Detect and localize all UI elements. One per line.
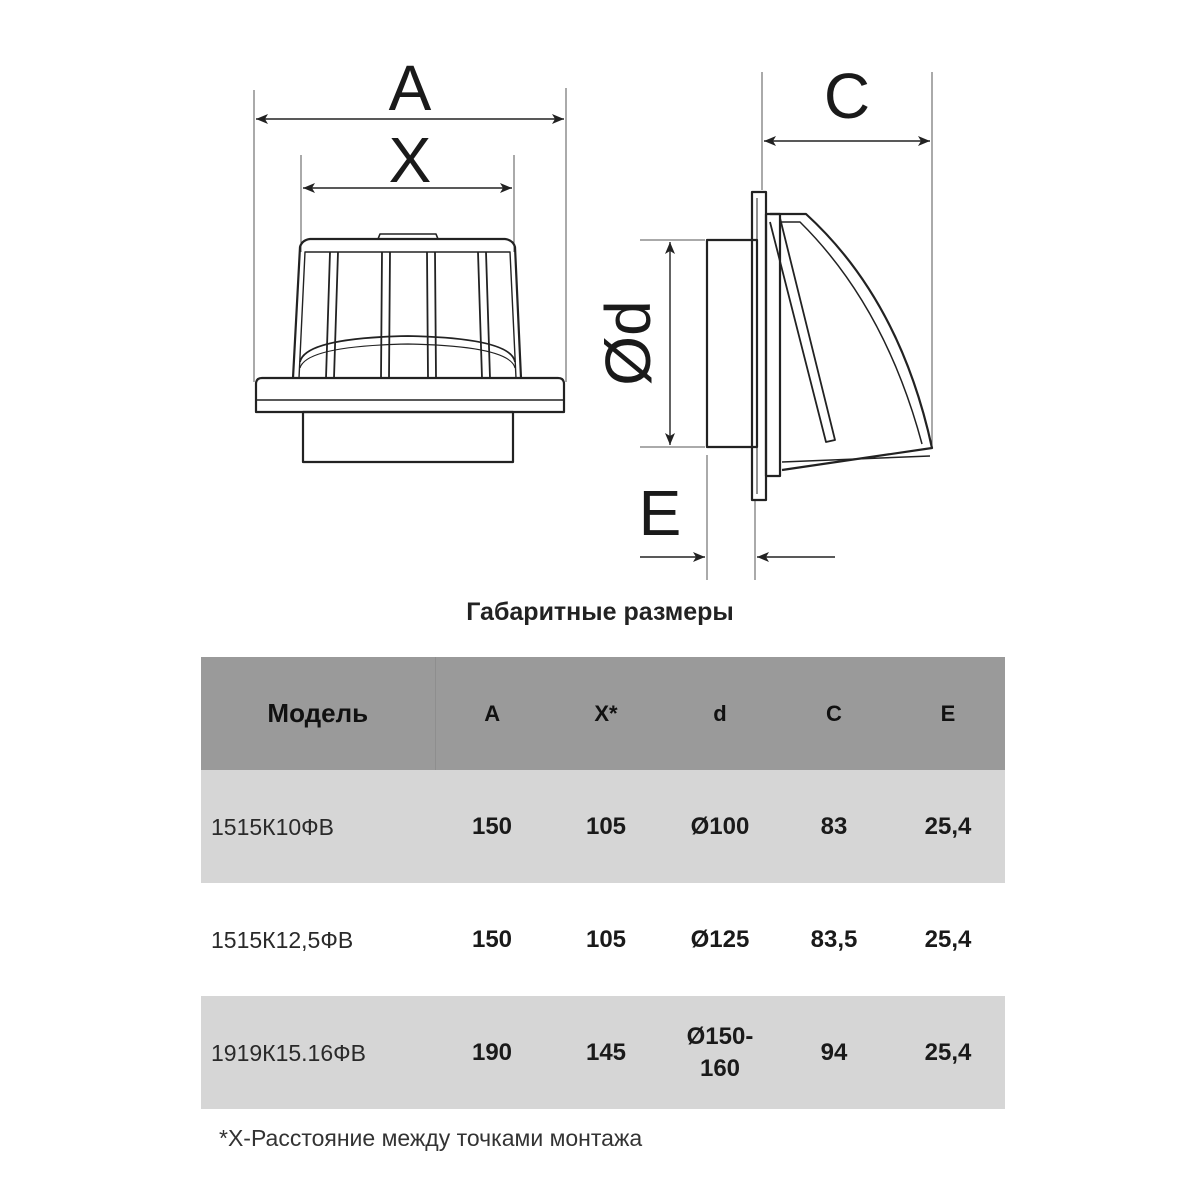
cell-e: 25,4 (924, 925, 972, 953)
cell-x: 145 (585, 1038, 627, 1066)
cell-c: 94 (820, 1038, 848, 1066)
header-x: X* (594, 700, 618, 726)
table-row (201, 770, 1005, 883)
dimensions-table (201, 657, 1005, 1109)
header-e: E (940, 700, 956, 726)
table-row (201, 996, 1005, 1109)
header-model: Модель (201, 657, 435, 770)
cell-e: 25,4 (924, 1038, 972, 1066)
model-cell: 1515К10ФВ (211, 813, 334, 840)
label-e: E (638, 477, 682, 549)
cell-a: 150 (471, 925, 513, 953)
model-cell: 1515К12,5ФВ (211, 926, 354, 953)
cell-d: Ø150- 160 (686, 1022, 754, 1082)
cell-x: 105 (585, 925, 627, 953)
side-view (640, 72, 932, 580)
header-c: C (826, 700, 842, 726)
dimensions-caption: Габаритные размеры (466, 598, 734, 626)
header-d: d (713, 700, 727, 726)
table-header-row (201, 657, 1005, 770)
label-x: X (388, 124, 432, 196)
cell-x: 105 (585, 812, 627, 840)
table-row (201, 883, 1005, 996)
cell-a: 190 (471, 1038, 513, 1066)
model-cell: 1919К15.16ФВ (211, 1039, 366, 1066)
header-a: A (484, 700, 501, 726)
footnote: *X-Расстояние между точками монтажа (219, 1125, 643, 1151)
label-a: A (388, 52, 432, 124)
cell-a: 150 (471, 812, 513, 840)
cell-e: 25,4 (924, 812, 972, 840)
cell-c: 83 (820, 812, 848, 840)
cell-d: Ø125 (690, 925, 750, 953)
label-c: C (823, 60, 871, 132)
cell-c: 83,5 (810, 925, 858, 953)
cell-d: Ø100 (690, 812, 750, 840)
label-d: Ød (592, 300, 664, 386)
